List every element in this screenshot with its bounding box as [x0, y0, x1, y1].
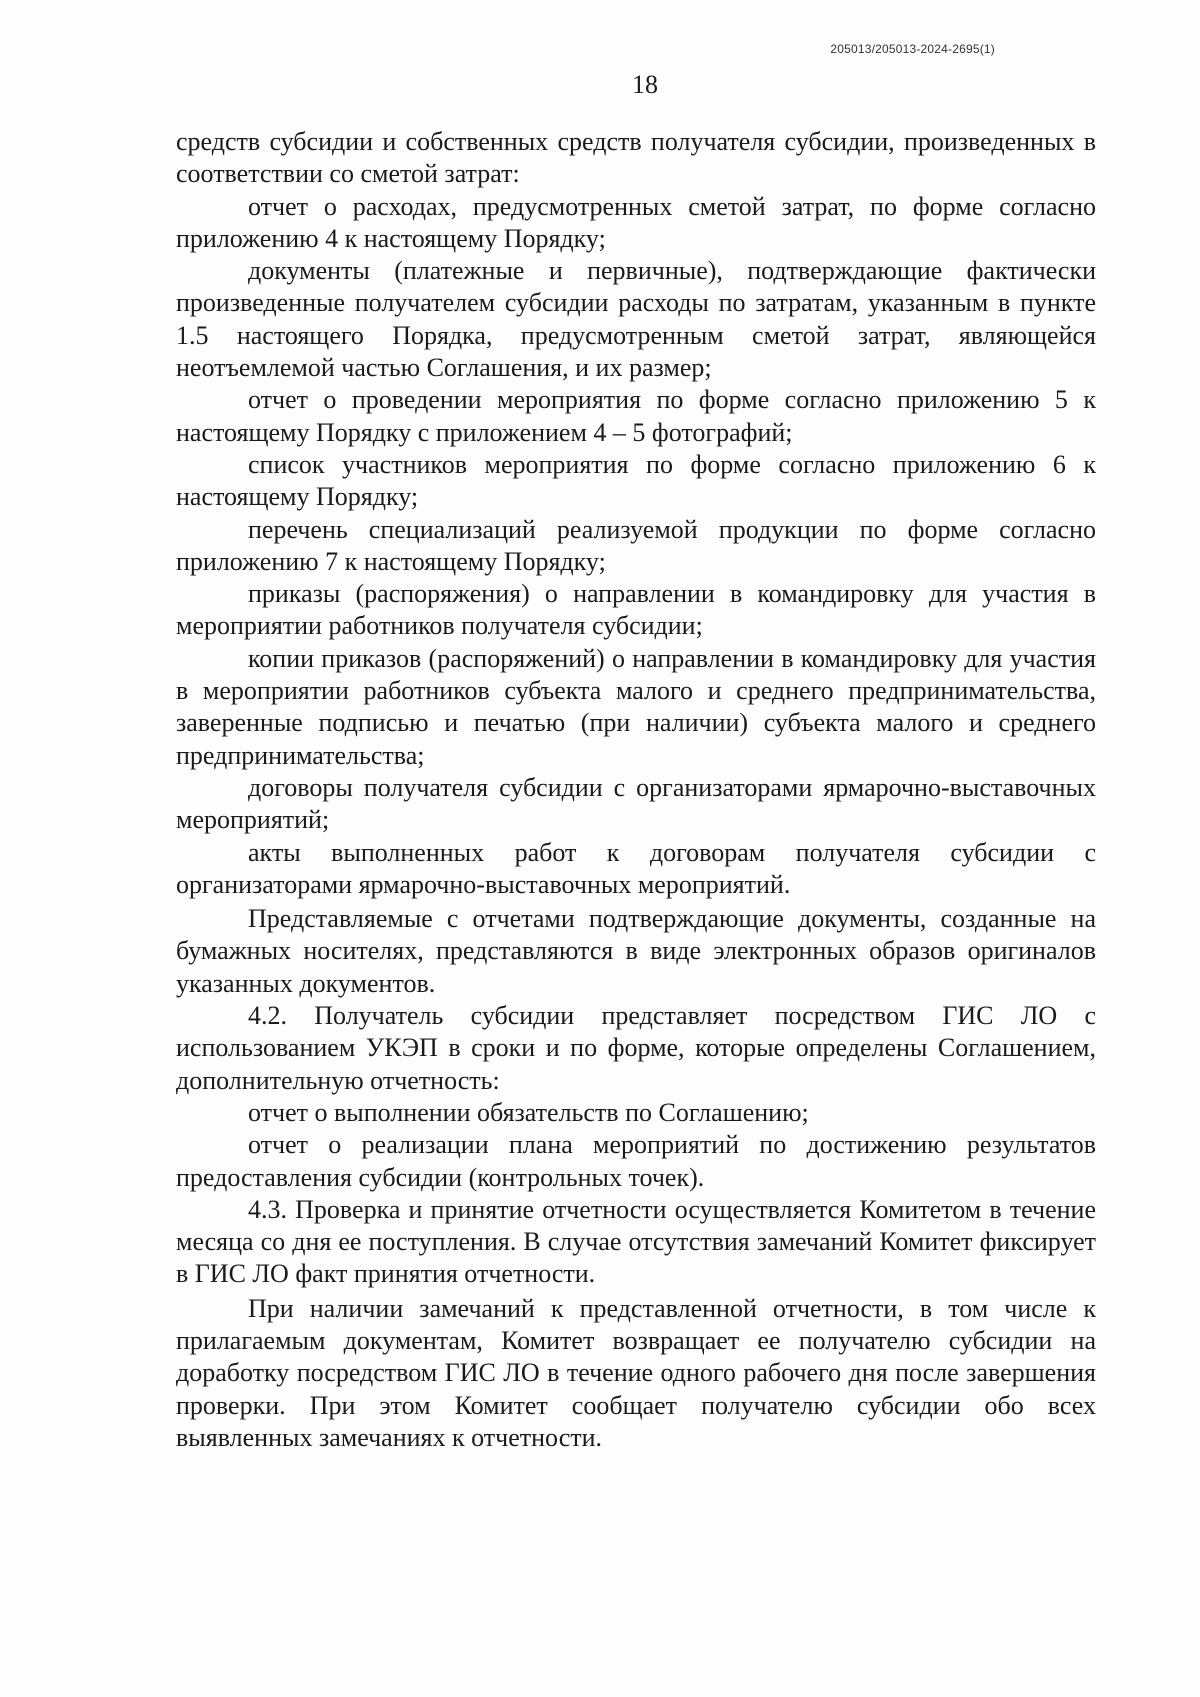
paragraph-electronic-copies: Представляемые с отчетами подтверждающие документы, созданные на бумажных носителях, представляются в виде электронных образов оригиналов указанных документов. — [176, 904, 1096, 998]
paragraph-section-4-3: 4.3. Проверка и принятие отчетности осуществляется Комитетом в течение месяца со дня ее поступления. В случае отсутствия замечаний Комитет фиксирует в ГИС ЛО факт принятия отчетности. — [176, 1194, 1096, 1289]
paragraph-specializations-list: перечень специализаций реализуемой продукции по форме согласно приложению 7 к настоящему Порядку; — [176, 514, 1096, 576]
paragraph-organizer-contracts: договоры получателя субсидии с организаторами ярмарочно-выставочных мероприятий; — [176, 772, 1096, 835]
paragraph-event-report: отчет о проведении мероприятия по форме согласно приложению 5 к настоящему Порядку с приложением 4 – 5 фотографий; — [176, 385, 1096, 447]
paragraph-obligations-report: отчет о выполнении обязательств по Соглашению; — [248, 1097, 809, 1127]
paragraph-section-4-2: 4.2. Получатель субсидии представляет посредством ГИС ЛО с использованием УКЭП в сроки и по форме, которые определены Соглашением, дополнительную отчетность: — [176, 1001, 1096, 1095]
paragraph-payment-documents: документы (платежные и первичные), подтверждающие фактически произведенные получателем субсидии расходы по затратам, указанным в пункте 1.5 настоящего Порядка, предусмотренным сметой затрат, являющейся неотъемлемой частью Соглашения, и их размер; — [176, 256, 1096, 383]
paragraph-expense-report: отчет о расходах, предусмотренных сметой затрат, по форме согласно приложению 4 к настоящему Порядку; — [176, 191, 1096, 253]
document-id: 205013/205013-2024-2695(1) — [830, 42, 995, 56]
paragraph-completion-acts: акты выполненных работ к договорам получателя субсидии с организаторами ярмарочно-выставочных мероприятий. — [176, 837, 1096, 899]
paragraph-travel-order-copies: копии приказов (распоряжений) о направлении в командировку для участия в мероприятии работников субъекта малого и среднего предпринимательства, заверенные подписью и печатью (при наличии) субъекта малого и среднего предпринимательства; — [176, 643, 1096, 770]
paragraph-plan-report: отчет о реализации плана мероприятий по достижению результатов предоставления субсидии (контрольных точек). — [176, 1130, 1096, 1192]
document-body — [176, 126, 1096, 1454]
paragraph-travel-orders: приказы (распоряжения) о направлении в командировку для участия в мероприятии работников получателя субсидии; — [176, 579, 1096, 641]
paragraph-continuation: средств субсидии и собственных средств получателя субсидии, произведенных в соответствии со сметой затрат: — [176, 127, 1096, 189]
page-number: 18 — [632, 70, 658, 99]
paragraph-participants-list: список участников мероприятия по форме согласно приложению 6 к настоящему Порядку; — [176, 449, 1096, 512]
paragraph-remarks: При наличии замечаний к представленной отчетности, в том числе к прилагаемым документам, Комитет возвращает ее получателю субсидии на доработку посредством ГИС ЛО в течение одного рабочего дня после завершения проверки. При этом Комитет сообщает получателю субсидии обо всех выявленных замечаниях к отчетности. — [176, 1293, 1096, 1452]
